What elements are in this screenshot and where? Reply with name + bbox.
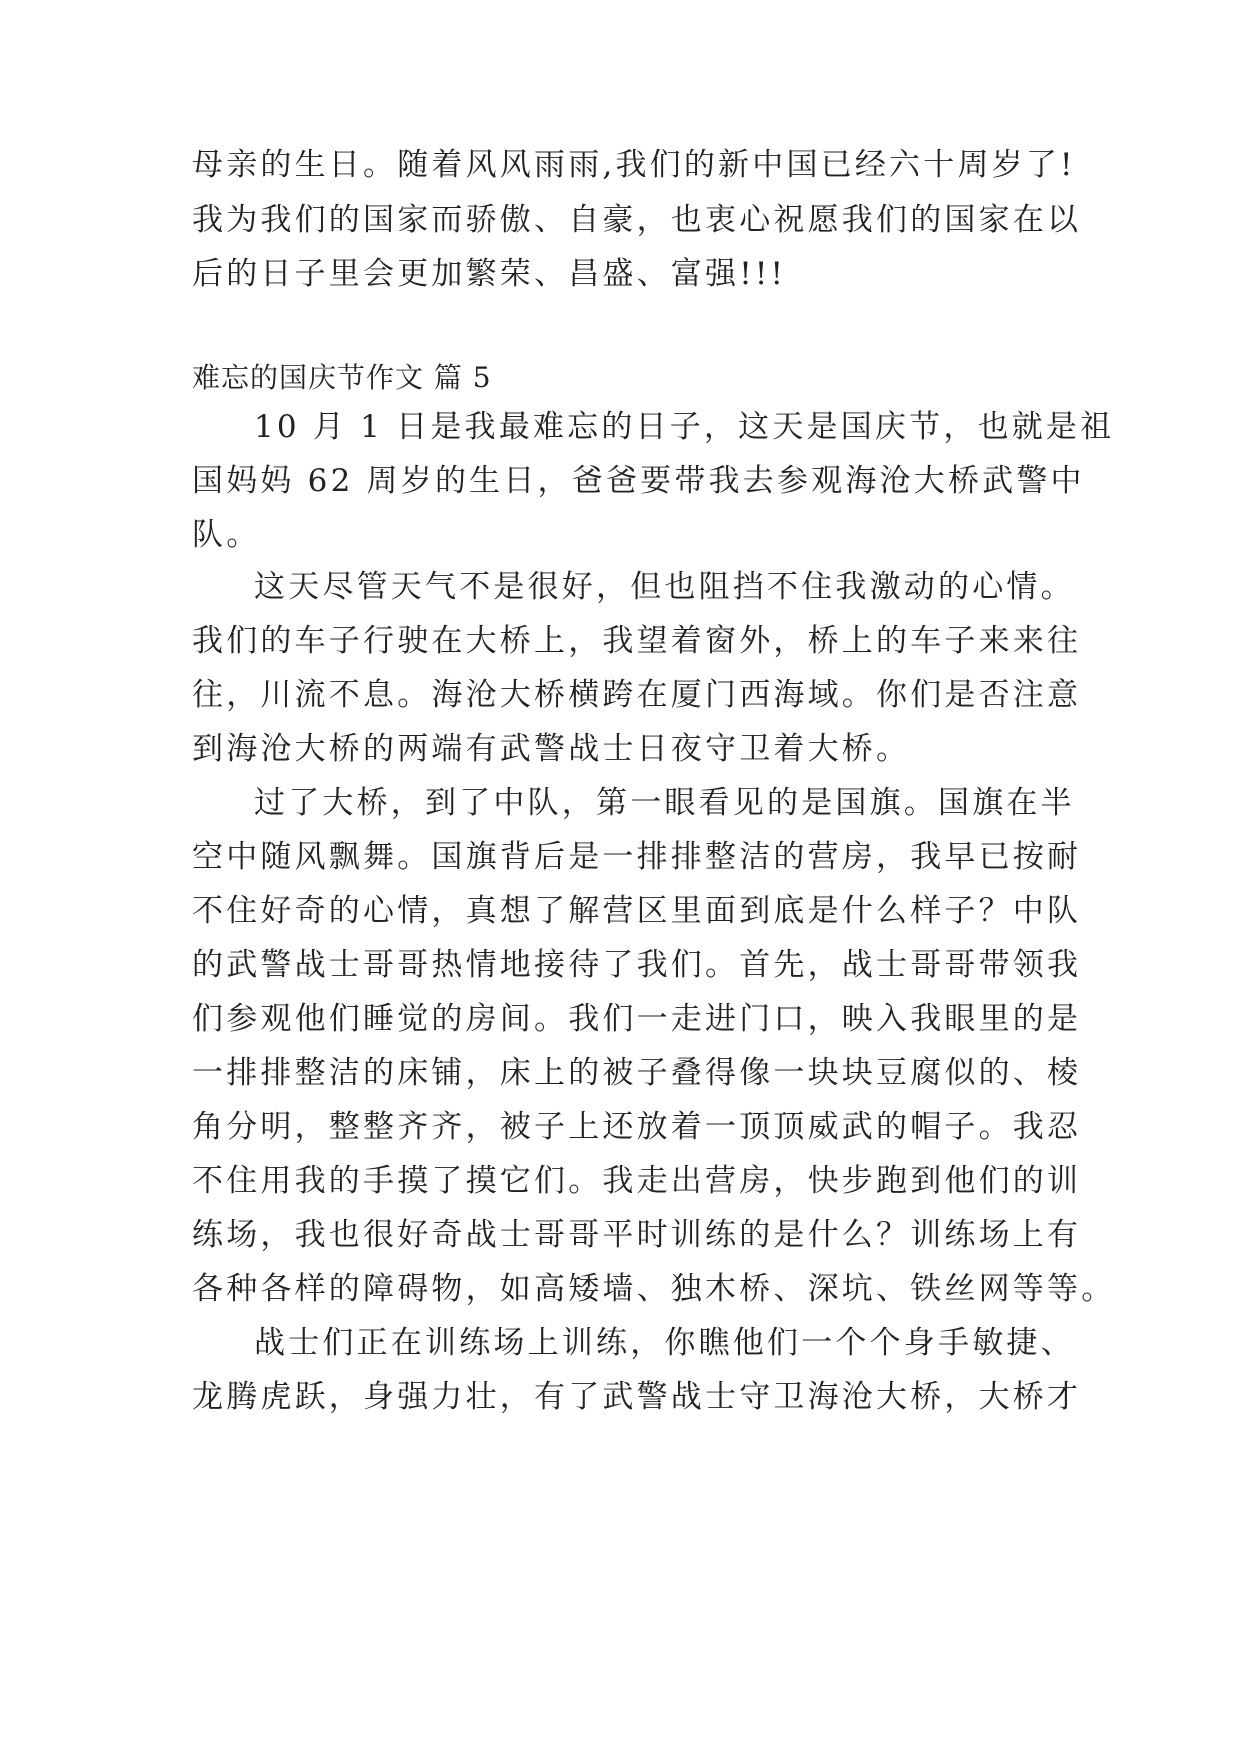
paragraph-line: 到海沧大桥的两端有武警战士日夜守卫着大桥。: [192, 731, 911, 767]
paragraph-line: 国妈妈 62 周岁的生日，爸爸要带我去参观海沧大桥武警中: [192, 463, 1085, 499]
paragraph-line: 不住好奇的心情，真想了解营区里面到底是什么样子？中队: [192, 893, 1082, 929]
paragraph-line: 的武警战士哥哥热情地接待了我们。首先，战士哥哥带领我: [192, 947, 1082, 983]
intro-line: 母亲的生日。随着风风雨雨,我们的新中国已经六十周岁了!: [192, 147, 1076, 183]
paragraph-line: 龙腾虎跃，身强力壮，有了武警战士守卫海沧大桥，大桥才: [192, 1379, 1082, 1415]
paragraph-line: 往，川流不息。海沧大桥横跨在厦门西海域。你们是否注意: [192, 677, 1082, 713]
paragraph-line: 10 月 1 日是我最难忘的日子，这天是国庆节，也就是祖: [254, 409, 1115, 445]
section-title: 难忘的国庆节作文 篇 5: [192, 361, 492, 394]
paragraph-line: 我们的车子行驶在大桥上，我望着窗外，桥上的车子来来往: [192, 623, 1082, 659]
paragraph-line: 们参观他们睡觉的房间。我们一走进门口，映入我眼里的是: [192, 1001, 1082, 1037]
paragraph-line: 不住用我的手摸了摸它们。我走出营房，快步跑到他们的训: [192, 1163, 1082, 1199]
paragraph-line: 练场，我也很好奇战士哥哥平时训练的是什么？训练场上有: [192, 1217, 1082, 1253]
paragraph-line: 这天尽管天气不是很好，但也阻挡不住我激动的心情。: [254, 569, 1075, 605]
paragraph-line: 一排排整洁的床铺，床上的被子叠得像一块块豆腐似的、棱: [192, 1055, 1082, 1091]
paragraph-line: 空中随风飘舞。国旗背后是一排排整洁的营房，我早已按耐: [192, 839, 1082, 875]
intro-line: 我为我们的国家而骄傲、自豪，也衷心祝愿我们的国家在以: [192, 202, 1082, 238]
paragraph-line: 过了大桥，到了中队，第一眼看见的是国旗。国旗在半: [254, 785, 1075, 821]
paragraph-line: 队。: [192, 517, 261, 553]
paragraph-line: 角分明，整整齐齐，被子上还放着一顶顶威武的帽子。我忍: [192, 1109, 1082, 1145]
intro-line: 后的日子里会更加繁荣、昌盛、富强!!!: [192, 256, 787, 292]
paragraph-line: 各种各样的障碍物，如高矮墙、独木桥、深坑、铁丝网等等。: [192, 1271, 1116, 1307]
paragraph-line: 战士们正在训练场上训练，你瞧他们一个个身手敏捷、: [254, 1325, 1075, 1361]
